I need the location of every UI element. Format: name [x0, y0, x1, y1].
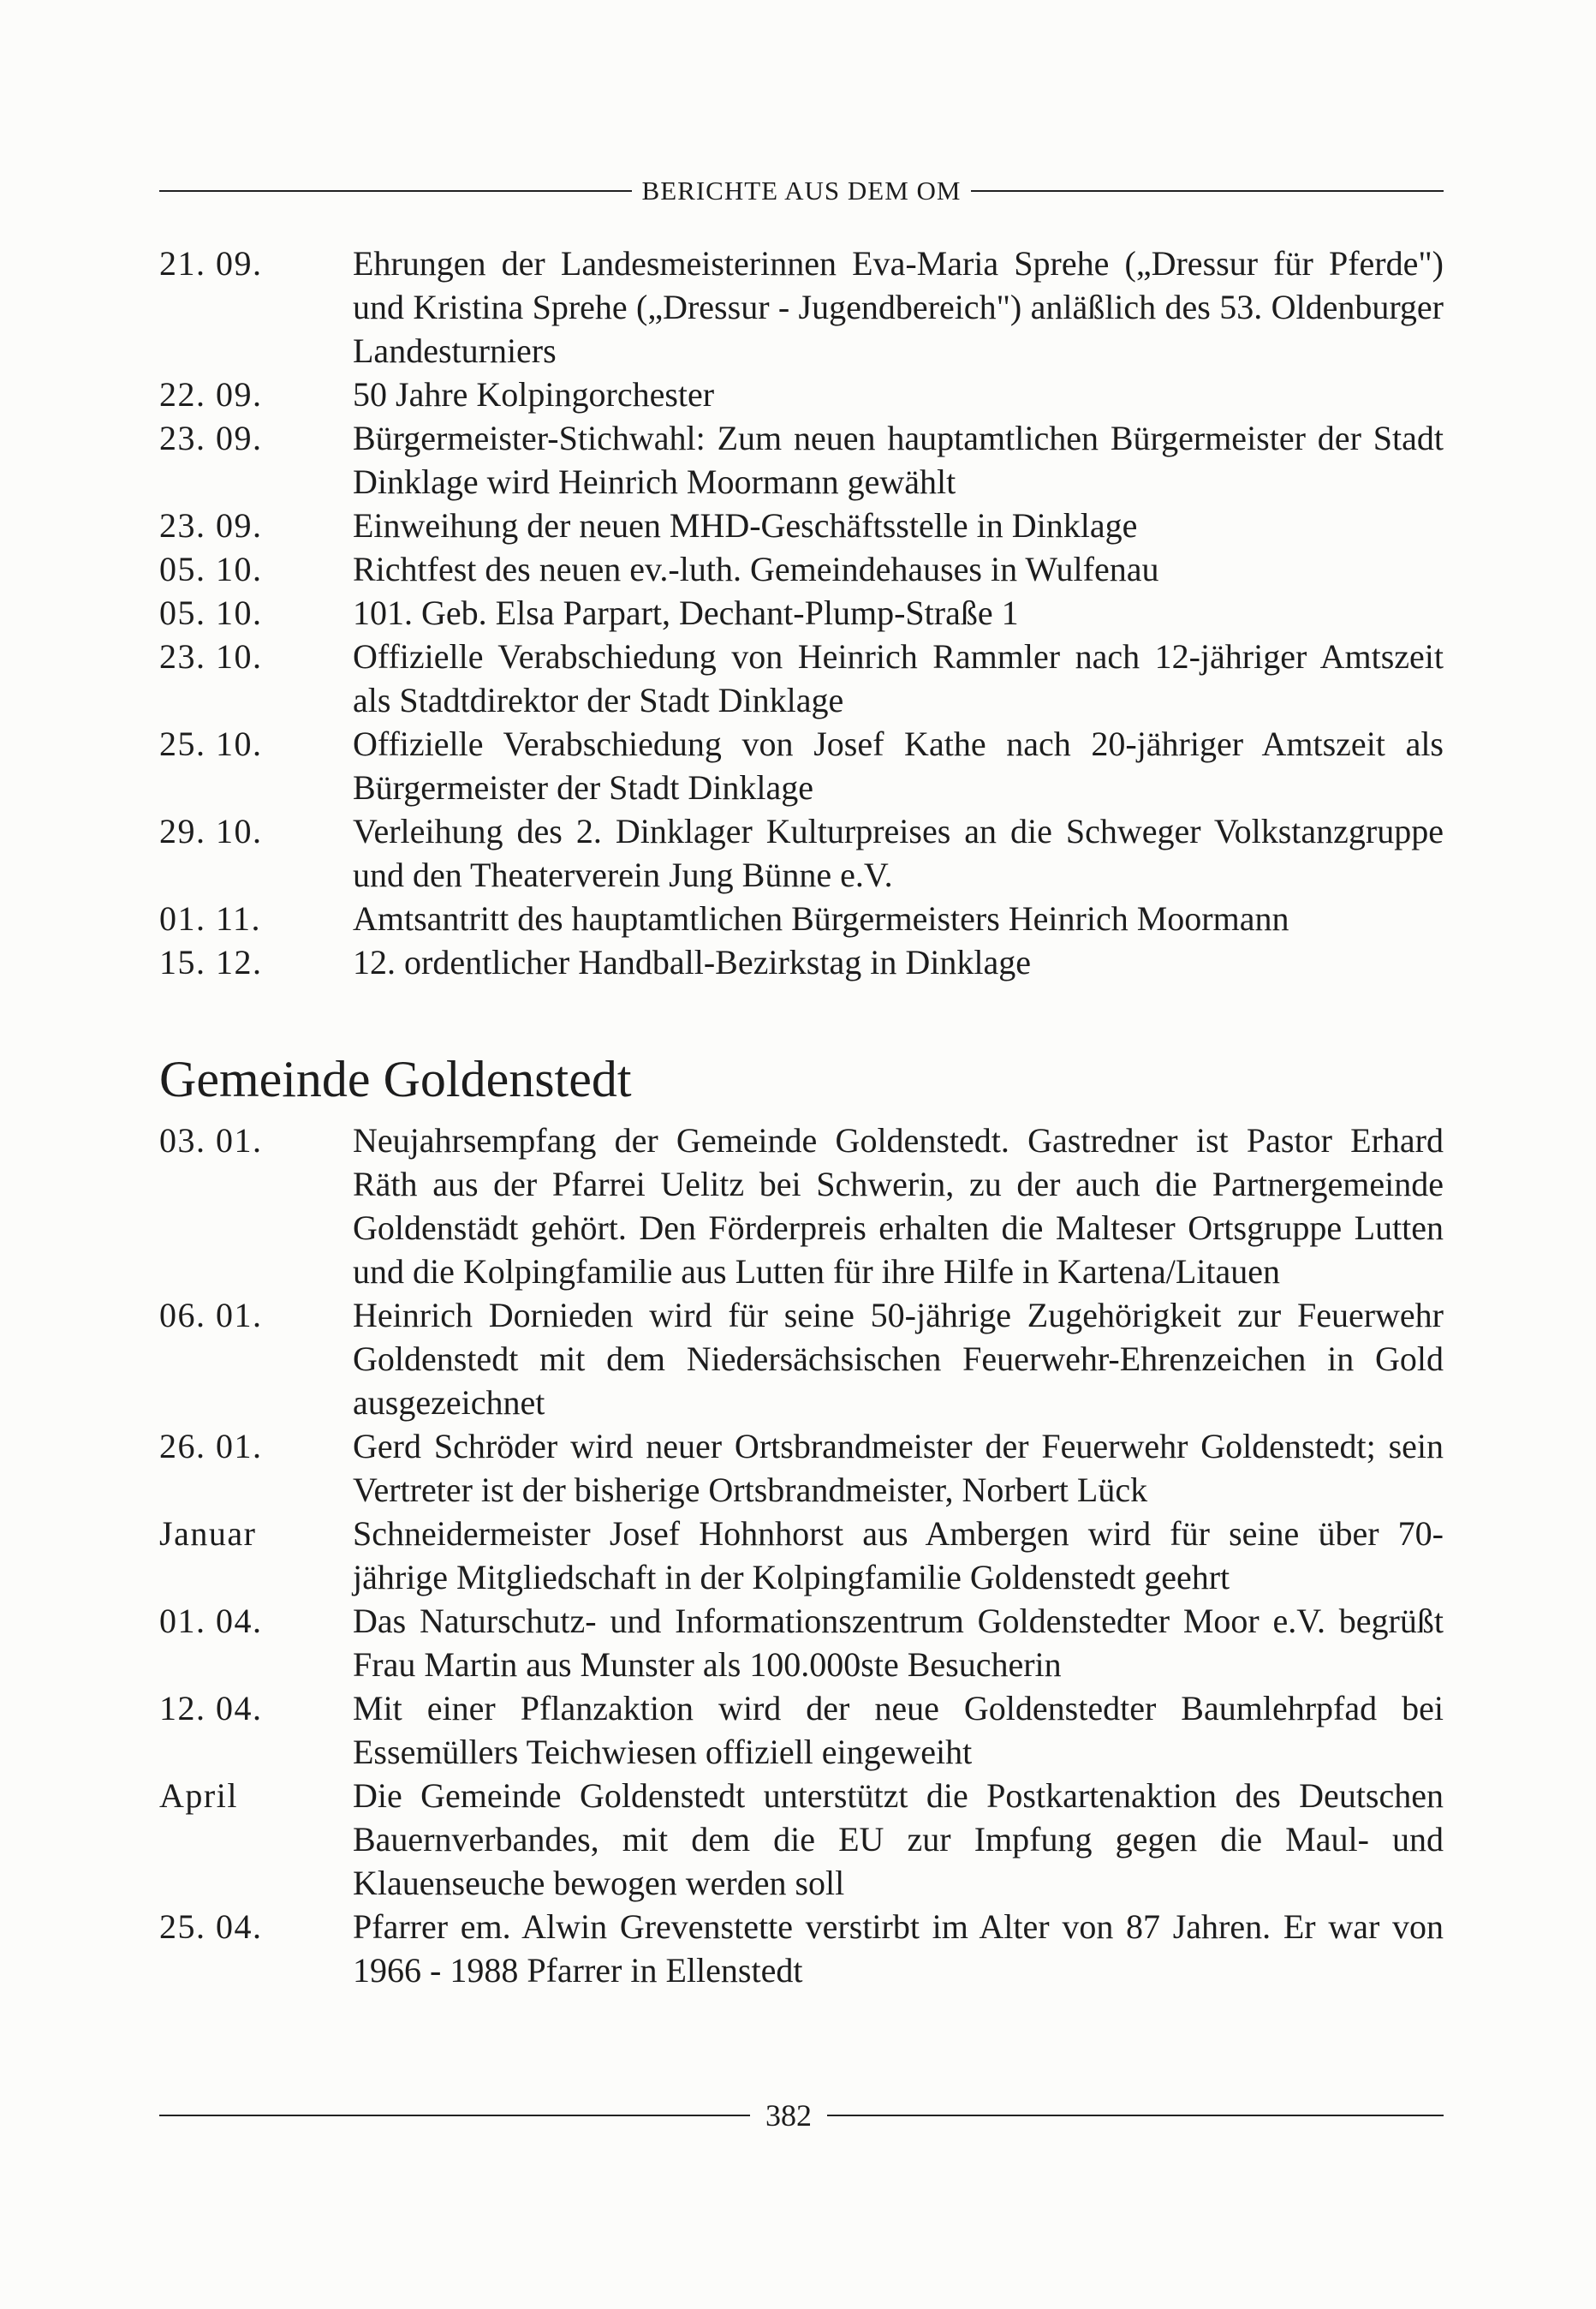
entry-text: Gerd Schröder wird neuer Ortsbrandmeister der Feuerwehr Goldenstedt; sein Vertreter ist der bisherige Ortsbrandmeister, Norbert Lück	[353, 1427, 1444, 1509]
entry-date: 21. 09.	[159, 244, 263, 283]
entry-text: Offizielle Verabschiedung von Josef Kathe nach 20-jähriger Amtszeit als Bürgermeister der Stadt Dinklage	[353, 725, 1444, 807]
page-number: 382	[765, 2098, 812, 2133]
entry-text: Richtfest des neuen ev.-luth. Gemeindehauses in Wulfenau	[353, 550, 1159, 588]
entry-text: Ehrungen der Landesmeisterinnen Eva-Maria Sprehe („Dressur für Pferde") und Kristina Sprehe („Dressur - Jugendbereich") anläßlich des 53. Oldenburger Landesturniers	[353, 244, 1444, 370]
running-head	[159, 176, 1444, 206]
list-item	[159, 416, 1444, 504]
list-item	[159, 1599, 1444, 1686]
list-item	[159, 1119, 1444, 1293]
header-rule-right	[971, 190, 1444, 192]
entry-text: Mit einer Pflanzaktion wird der neue Goldenstedter Baumlehrpfad bei Essemüllers Teichwiesen offiziell eingeweiht	[353, 1689, 1444, 1771]
entry-text: 12. ordentlicher Handball-Bezirkstag in Dinklage	[353, 943, 1031, 981]
entry-text: Das Naturschutz- und Informationszentrum Goldenstedter Moor e.V. begrüßt Frau Martin aus Munster als 100.000ste Besucherin	[353, 1602, 1444, 1684]
entry-date: Januar	[159, 1514, 257, 1553]
list-item	[159, 809, 1444, 897]
list-item	[159, 940, 1444, 984]
entry-text: Heinrich Dornieden wird für seine 50-jährige Zugehörigkeit zur Feuerwehr Goldenstedt mit dem Niedersächsischen Feuerwehr-Ehrenzeichen in Gold ausgezeichnet	[353, 1296, 1444, 1422]
list-item	[159, 504, 1444, 547]
dinklage-entries	[159, 242, 1444, 984]
entry-text: Einweihung der neuen MHD-Geschäftsstelle in Dinklage	[353, 506, 1138, 545]
list-item	[159, 1686, 1444, 1774]
entry-text: 50 Jahre Kolpingorchester	[353, 375, 715, 414]
entry-text: Offizielle Verabschiedung von Heinrich Rammler nach 12-jähriger Amtszeit als Stadtdirektor der Stadt Dinklage	[353, 637, 1444, 719]
entry-text: Schneidermeister Josef Hohnhorst aus Ambergen wird für seine über 70-jährige Mitgliedschaft in der Kolpingfamilie Goldenstedt geehrt	[353, 1514, 1444, 1596]
list-item	[159, 722, 1444, 809]
entry-date: 01. 04.	[159, 1602, 263, 1640]
entry-text: 101. Geb. Elsa Parpart, Dechant-Plump-Straße 1	[353, 594, 1019, 632]
list-item	[159, 373, 1444, 416]
entry-date: 23. 09.	[159, 419, 263, 457]
entry-date: 03. 01.	[159, 1121, 263, 1160]
entry-text: Pfarrer em. Alwin Grevenstette verstirbt im Alter von 87 Jahren. Er war von 1966 - 1988 Pfarrer in Ellenstedt	[353, 1907, 1444, 1990]
entry-date: 26. 01.	[159, 1427, 263, 1465]
list-item	[159, 547, 1444, 591]
section-heading: Gemeinde Goldenstedt	[159, 1051, 632, 1107]
entry-text: Die Gemeinde Goldenstedt unterstützt die Postkartenaktion des Deutschen Bauernverbandes, mit dem die EU zur Impfung gegen die Maul- und Klauenseuche bewogen werden soll	[353, 1776, 1444, 1902]
running-title: BERICHTE AUS DEM OM	[641, 176, 962, 206]
footer-rule-right	[827, 2115, 1444, 2116]
list-item	[159, 242, 1444, 373]
entry-date: 12. 04.	[159, 1689, 263, 1727]
entry-text: Verleihung des 2. Dinklager Kulturpreises an die Schweger Volkstanzgruppe und den Theaterverein Jung Bünne e.V.	[353, 812, 1444, 894]
entry-date: 01. 11.	[159, 899, 262, 938]
header-rule-left	[159, 190, 632, 192]
entry-date: 25. 10.	[159, 725, 263, 763]
entry-text: Amtsantritt des hauptamtlichen Bürgermeisters Heinrich Moormann	[353, 899, 1289, 938]
entry-date: 06. 01.	[159, 1296, 263, 1334]
list-item	[159, 635, 1444, 722]
page-footer	[159, 2098, 1444, 2133]
entry-date: 29. 10.	[159, 812, 263, 850]
list-item	[159, 1424, 1444, 1512]
entry-text: Neujahrsempfang der Gemeinde Goldenstedt. Gastredner ist Pastor Erhard Räth aus der Pfarrei Uelitz bei Schwerin, zu der auch die Partnergemeinde Goldenstädt gehört. Den Förderpreis erhalten die Malteser Ortsgruppe Lutten und die Kolpingfamilie aus Lutten für ihre Hilfe in Kartena/Litauen	[353, 1121, 1444, 1291]
entry-date: 23. 10.	[159, 637, 263, 676]
list-item	[159, 897, 1444, 940]
entry-date: 15. 12.	[159, 943, 263, 981]
list-item	[159, 591, 1444, 635]
entry-date: 25. 04.	[159, 1907, 263, 1946]
entry-date: April	[159, 1776, 238, 1815]
list-item	[159, 1774, 1444, 1905]
entry-text: Bürgermeister-Stichwahl: Zum neuen hauptamtlichen Bürgermeister der Stadt Dinklage wird Heinrich Moormann gewählt	[353, 419, 1444, 501]
entry-date: 05. 10.	[159, 550, 263, 588]
entry-date: 05. 10.	[159, 594, 263, 632]
list-item	[159, 1293, 1444, 1424]
goldenstedt-entries	[159, 1119, 1444, 1992]
entry-date: 22. 09.	[159, 375, 263, 414]
entry-date: 23. 09.	[159, 506, 263, 545]
list-item	[159, 1905, 1444, 1992]
footer-rule-left	[159, 2115, 750, 2116]
list-item	[159, 1512, 1444, 1599]
